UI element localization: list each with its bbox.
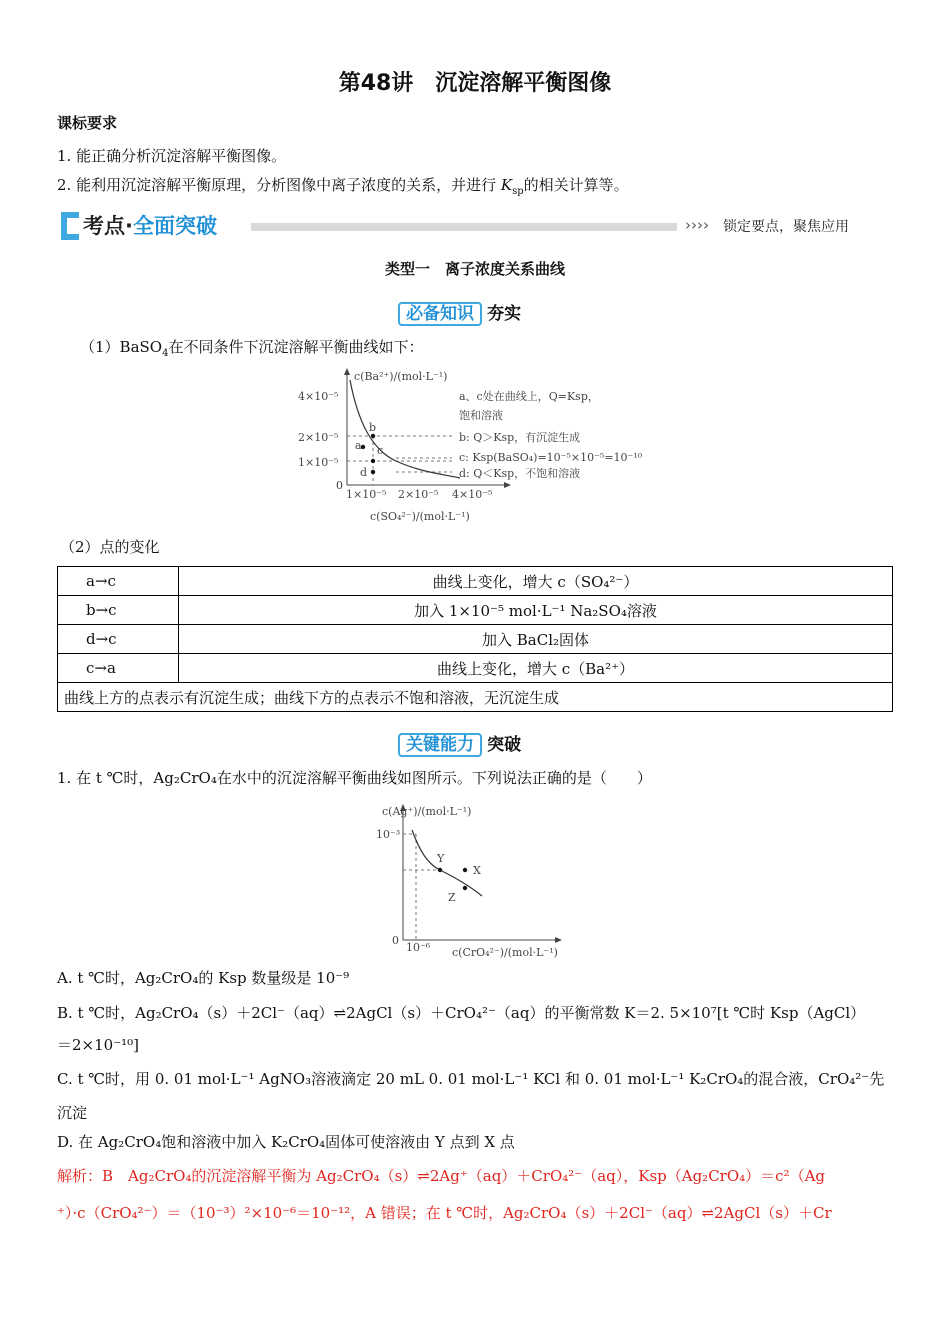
point-label-z: Z [448,891,456,904]
requirement-1: 1. 能正确分析沉淀溶解平衡图像。 [57,147,287,165]
point-c [371,459,375,463]
y-tick: 0 [336,479,343,492]
question-text: 1. 在 t ℃时，Ag₂CrO₄在水中的沉淀溶解平衡曲线如图所示。下列说法正确的是（ ） [57,769,652,787]
row-key: c→a [58,654,179,683]
option-b-line1: B. t ℃时，Ag₂CrO₄（s）＋2Cl⁻（aq）⇌2AgCl（s）＋CrO₄²⁻（aq）的平衡常数 K＝2. 5×10⁷[t ℃时 Ksp（AgCl） [57,1004,866,1022]
table-row [58,654,893,683]
row-value: 曲线上变化，增大 c（Ba²⁺） [179,654,893,683]
banner-divider [251,223,677,231]
para-1: （1）BaSO$_4$在不同条件下沉淀溶解平衡曲线如下： [80,338,424,359]
badge-key-ability [398,730,521,760]
point-b [371,434,375,438]
origin-label: 0 [392,934,399,947]
x-tick: 4×10⁻⁵ [452,488,493,501]
row-value: 曲线上变化，增大 c（SO₄²⁻） [179,567,893,596]
table-footer-row [58,683,893,712]
x-tick: 1×10⁻⁵ [346,488,387,501]
badge-tail: 夯实 [487,304,522,324]
type-heading: 类型一 离子浓度关系曲线 [384,260,565,278]
y-tick: 4×10⁻⁵ [298,390,339,403]
table-row [58,596,893,625]
note-3: b: Q＞Ksp，有沉淀生成 [459,431,581,444]
note-1: a、c处在曲线上，Q=Ksp， [459,390,599,403]
banner-arrows-icon: ›››› [685,216,709,234]
y-axis-label: c(Ba²⁺)/(mol·L⁻¹) [354,370,448,383]
section-banner [57,208,857,244]
chart-ag2cro4 [370,800,580,960]
row-key: a→c [58,567,179,596]
option-c-line1: C. t ℃时，用 0. 01 mol·L⁻¹ AgNO₃溶液滴定 20 mL 0. 01 mol·L⁻¹ KCl 和 0. 01 mol·L⁻¹ K₂CrO₄的混合液，CrO₄²⁻先 [57,1070,885,1088]
solubility-curve [350,380,460,478]
row-key: d→c [58,625,179,654]
solubility-curve [412,830,482,896]
analysis-line-1: 解析：B Ag₂CrO₄的沉淀溶解平衡为 Ag₂CrO₄（s）⇌2Ag⁺（aq）＋CrO₄²⁻（aq），Ksp（Ag₂CrO₄）＝c²（Ag [57,1167,826,1185]
note-4: c: Ksp(BaSO₄)=10⁻⁵×10⁻⁵=10⁻¹⁰ [459,451,643,464]
option-b-line2: ＝2×10⁻¹⁰] [57,1036,139,1054]
point-label-y: Y [437,852,445,865]
y-tick: 1×10⁻⁵ [298,456,339,469]
row-key: b→c [58,596,179,625]
y-tick: 10⁻³ [376,828,401,841]
y-axis-label: c(Ag⁺)/(mol·L⁻¹) [382,805,472,818]
option-c-line2: 沉淀 [57,1104,88,1122]
table-footer: 曲线上方的点表示有沉淀生成；曲线下方的点表示不饱和溶液，无沉淀生成 [58,683,893,712]
point-label-c: c [377,444,384,457]
point-d [371,470,375,474]
point-label-a: a [355,439,362,452]
badge-box: 必备知识 [398,302,482,326]
row-value: 加入 1×10⁻⁵ mol·L⁻¹ Na₂SO₄溶液 [179,596,893,625]
point-label-x: X [473,864,481,877]
badge-essential-knowledge [398,299,521,329]
para-2: （2）点的变化 [60,538,160,556]
banner-title-dark: 考点·全面突破 [83,214,217,238]
note-5: d: Q＜Ksp，不饱和溶液 [459,467,581,480]
point-x [463,868,467,872]
x-tick: 2×10⁻⁵ [398,488,439,501]
requirement-2: 2. 能利用沉淀溶解平衡原理，分析图像中离子浓度的关系，并进行 $K_{sp}$的相关计算等。 [57,176,629,197]
point-label-b: b [369,421,377,434]
chart-baso4 [292,362,692,532]
option-a: A. t ℃时，Ag₂CrO₄的 Ksp 数量级是 10⁻⁹ [57,969,350,987]
note-2: 饱和溶液 [459,409,503,422]
point-y [438,868,442,872]
x-axis-label: c(CrO₄²⁻)/(mol·L⁻¹) [452,946,558,959]
point-z [463,886,467,890]
point-change-table [57,566,893,712]
y-tick: 2×10⁻⁵ [298,431,339,444]
section-heading: 课标要求 [57,114,118,132]
badge-tail: 突破 [487,735,522,755]
point-label-d: d [360,466,368,479]
x-axis-label: c(SO₄²⁻)/(mol·L⁻¹) [370,510,470,523]
analysis-line-2: ⁺）·c（CrO₄²⁻）＝（10⁻³）²×10⁻⁶＝10⁻¹²，A 错误；在 t ℃时，Ag₂CrO₄（s）＋2Cl⁻（aq）⇌2AgCl（s）＋Cr [57,1204,832,1222]
row-value: 加入 BaCl₂固体 [179,625,893,654]
page-title: 第48讲 沉淀溶解平衡图像 [338,71,612,96]
option-d: D. 在 Ag₂CrO₄饱和溶液中加入 K₂CrO₄固体可使溶液由 Y 点到 X 点 [57,1133,515,1151]
table-row [58,567,893,596]
x-tick: 10⁻⁶ [406,941,431,954]
table-row [58,625,893,654]
badge-box: 关键能力 [398,733,482,757]
banner-subtitle: 锁定要点，聚焦应用 [723,219,849,235]
